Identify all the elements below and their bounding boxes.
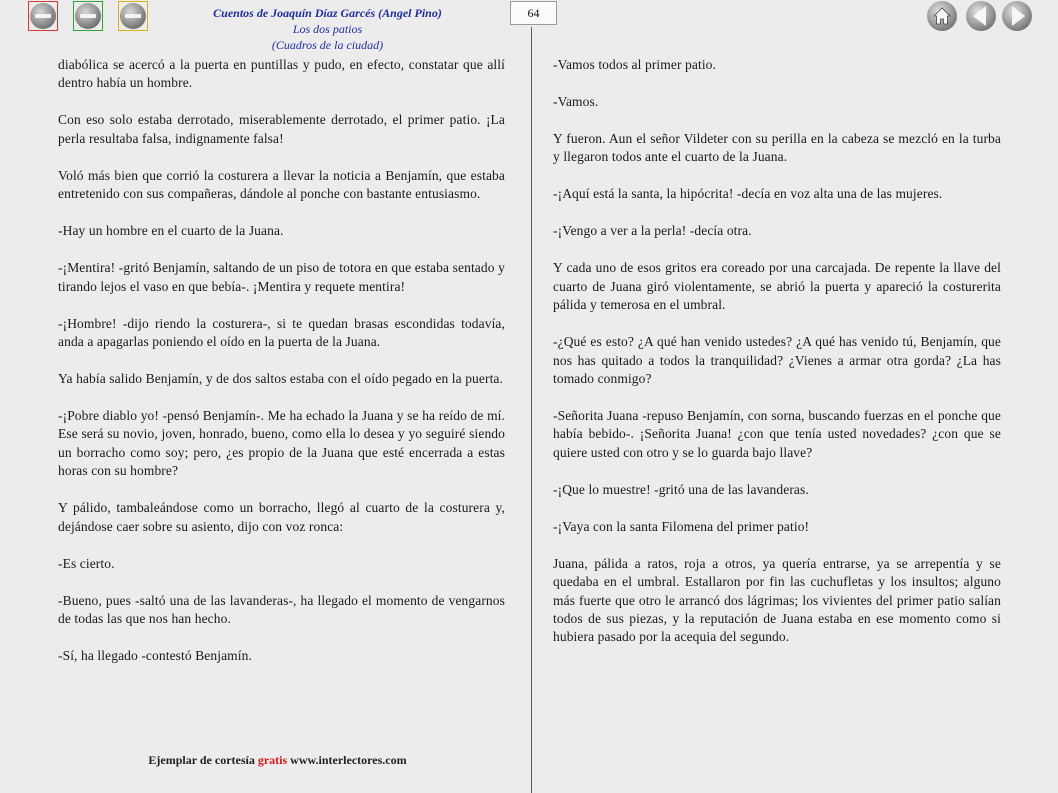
paragraph: -¡Que lo muestre! -gritó una de las lavanderas. xyxy=(553,481,809,497)
minimize-green-icon xyxy=(75,3,101,29)
paragraph: -¡Hombre! -dijo riendo la costurera-, si te quedan brasas escondidas todavía, anda a apagarlas poniendo el oído en la puerta de la Juana. xyxy=(58,315,505,350)
paragraph: -Hay un hombre en el cuarto de la Juana. xyxy=(58,223,284,239)
collection-title: (Cuadros de la ciudad) xyxy=(271,38,384,52)
paragraph: -¡Aquí está la santa, la hipócrita! -decía en voz alta una de las mujeres. xyxy=(553,186,943,202)
paragraph: Juana, pálida a ratos, roja a otros, ya quería entrarse, ya se arrepentía y se quedaba en el umbral. Estallaron por fin las cuchufletas y los insultos; alguno más fuerte que otro le arrancó dos lágrimas; los vivientes del primer patio salían todos de sus piezas, y la reputación de Juana estaba en ese momento como si hubiera pasado por la acequia del segundo. xyxy=(553,555,1001,645)
green-button[interactable] xyxy=(73,1,103,31)
home-button[interactable] xyxy=(927,1,957,31)
yellow-button[interactable] xyxy=(118,1,148,31)
paragraph: -¡Mentira! -gritó Benjamín, saltando de un piso de totora en que estaba sentado y tirando lejos el vaso en que bebía-. ¡Mentira y requete mentira! xyxy=(58,260,505,294)
footer-gratis: gratis xyxy=(257,753,288,767)
paragraph: Y fueron. Aun el señor Vildeter con su perilla en la cabeza se mezcló en la turba y llegaron todos ante el cuarto de la Juana. xyxy=(553,131,1001,165)
paragraph: -¡Vaya con la santa Filomena del primer patio! xyxy=(553,518,810,534)
paragraph: Y cada uno de esos gritos era coreado por una carcajada. De repente la llave del cuarto de Juana giró violentamente, se abrió la puerta y apareció la costurerita pálida y temerosa en el umbral. xyxy=(553,260,1001,313)
book-header xyxy=(190,5,465,53)
paragraph: -Bueno, pues -saltó una de las lavanderas-, ha llegado el momento de vengarnos de todas las que nos han hecho. xyxy=(58,592,505,627)
courtesy-footer xyxy=(100,753,455,768)
home-icon xyxy=(932,6,952,26)
page-number: 64 xyxy=(510,1,557,25)
red-button[interactable] xyxy=(28,1,58,31)
paragraph: -¿Qué es esto? ¿A qué han venido ustedes? ¿A qué has venido tú, Benjamín, que nos has quitado a todos la tranquilidad? ¿Vienes a armar otra gorda? ¿La has tomado conmigo? xyxy=(553,334,1001,387)
left-column xyxy=(58,56,505,684)
paragraph: -Es cierto. xyxy=(58,555,115,571)
minimize-yellow-icon xyxy=(120,3,146,29)
paragraph: -Señorita Juana -repuso Benjamín, con sorna, buscando fuerzas en el ponche que había bebido-. ¡Señorita Juana! ¿con que tenía usted novedades? ¿con que se quiere usted con otro y se lo guarda bajo llave? xyxy=(553,408,1001,460)
paragraph: Y pálido, tambaleándose como un borracho, llegó al cuarto de la costurera y, dejándose caer sobre su asiento, dijo con voz ronca: xyxy=(58,500,505,534)
paragraph: -¡Vengo a ver a la perla! -decía otra. xyxy=(553,223,752,239)
paragraph: -¡Pobre diablo yo! -pensó Benjamín-. Me ha echado la Juana y se ha reído de mí. Ese será su novio, joven, honrado, bueno, como ella lo desea y yo seguiré siendo un borracho como soy; pero, ¿es propio de la Juana que esté encerrada a estas horas con su hombre? xyxy=(58,408,505,479)
paragraph: Voló más bien que corrió la costurera a llevar la noticia a Benjamín, que estaba entretenido con sus compañeras, dándole al ponche con bastante entusiasmo. xyxy=(58,167,505,202)
arrow-right-icon xyxy=(1012,6,1025,26)
arrow-left-icon xyxy=(973,6,986,26)
footer-url[interactable]: www.interlectores.com xyxy=(290,753,407,767)
paragraph: Ya había salido Benjamín, y de dos saltos estaba con el oído pegado en la puerta. xyxy=(58,371,503,387)
paragraph: diabólica se acercó a la puerta en puntillas y pudo, en efecto, constatar que allí dentro había un hombre. xyxy=(58,57,505,91)
paragraph: Con eso solo estaba derrotado, miserablemente derrotado, el primer patio. ¡La perla resultaba falsa, indignamente falsa! xyxy=(58,112,505,146)
next-page-button[interactable] xyxy=(1002,1,1032,31)
paragraph: -Vamos todos al primer patio. xyxy=(553,57,716,72)
minimize-red-icon xyxy=(30,3,56,29)
story-title: Los dos patios xyxy=(292,22,363,36)
paragraph: -Sí, ha llegado -contestó Benjamín. xyxy=(58,648,252,664)
book-title: Cuentos de Joaquín Díaz Garcés (Angel Pino) xyxy=(213,6,442,20)
previous-page-button[interactable] xyxy=(966,1,996,31)
right-column xyxy=(553,56,1001,665)
column-divider xyxy=(531,27,532,793)
paragraph: -Vamos. xyxy=(553,94,599,109)
footer-prefix: Ejemplar de cortesía xyxy=(148,753,255,767)
